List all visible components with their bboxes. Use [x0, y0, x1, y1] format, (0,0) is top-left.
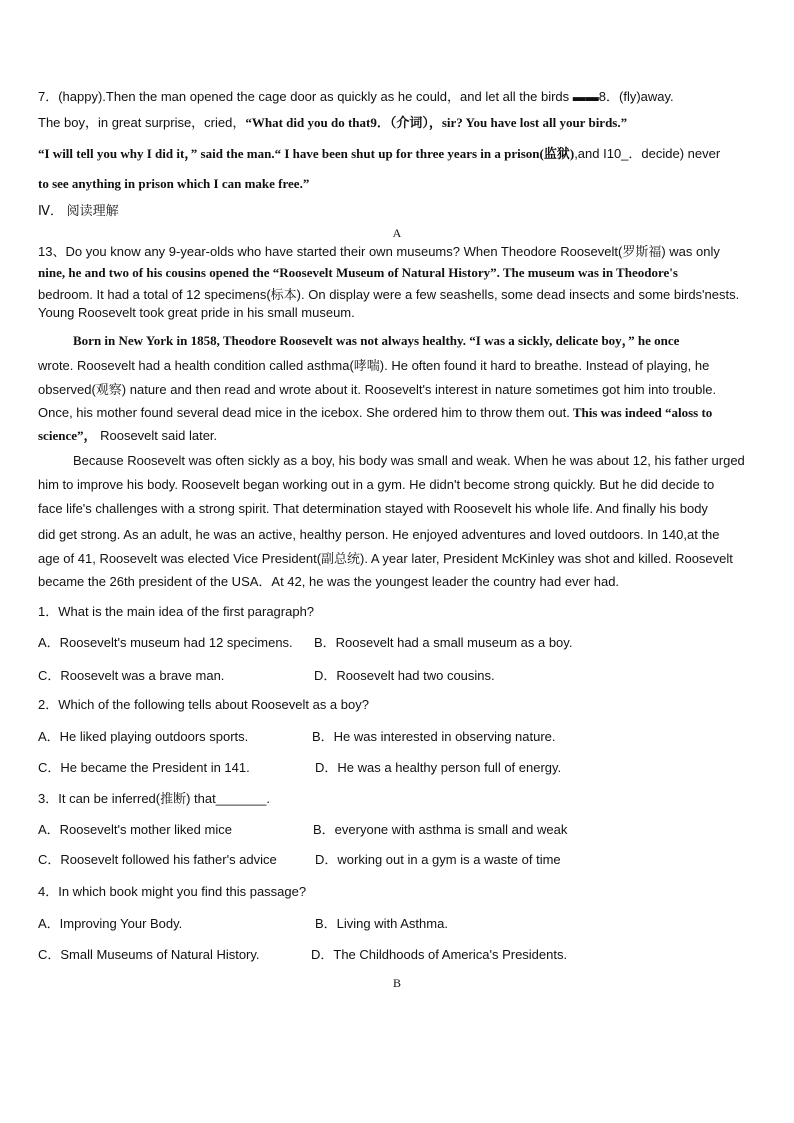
passage-p2-line-5-text: Roosevelt said later. [96, 428, 218, 443]
passage-p1-line-1: 13、Do you know any 9-year-olds who have started their own museums? When Theodore Roosevelt(罗斯福) was only [38, 244, 720, 259]
passage-p2-line-3: observed(观察) nature and then read and wrote about it. Roosevelt's interest in nature sometimes got him into trouble. [38, 382, 717, 397]
passage-p2-line-1: Born in New York in 1858, Theodore Roosevelt was not always healthy. “I was a sickly, delicate boy，” he once [73, 333, 680, 348]
question-3-option-c: C．Roosevelt followed his father's advice [38, 852, 277, 867]
passage-p3-line-1: Because Roosevelt was often sickly as a boy, his body was small and weak. When he was about 12, his father urged [73, 453, 745, 468]
cloze-line-3 [38, 145, 720, 163]
cloze-line-2-quote: “What did you do that9．（介词），sir? You have lost all your birds.” [245, 115, 628, 130]
question-1-stem: 1．What is the main idea of the first paragraph? [38, 604, 315, 619]
question-2-option-d: D．He was a healthy person full of energy. [315, 760, 562, 775]
part-b-label: B [392, 976, 401, 990]
part-a-label: A [392, 226, 402, 240]
question-1-option-d: D．Roosevelt had two cousins. [314, 668, 495, 683]
passage-p2-line-2: wrote. Roosevelt had a health condition called asthma(哮喘). He often found it hard to breathe. Instead of playing, he [38, 358, 710, 373]
passage-p2-line-4-bold: This was indeed “aloss to [569, 405, 713, 420]
cloze-line-3-quote: “I will tell you why I did it，” said the man.“ I have been shut up for three years in a prison(监狱) [38, 146, 575, 161]
question-2-option-a: A．He liked playing outdoors sports. [38, 729, 249, 744]
question-3-stem: 3．It can be inferred(推断) that_______. [38, 791, 270, 806]
passage-p1-line-2: nine, he and two of his cousins opened the “Roosevelt Museum of Natural History”. The museum was in Theodore's [38, 265, 678, 280]
question-3-option-d: D．working out in a gym is a waste of time [315, 852, 561, 867]
question-3-option-a: A．Roosevelt's mother liked mice [38, 822, 232, 837]
passage-p3-line-2: him to improve his body. Roosevelt began working out in a gym. He didn't become strong quickly. But he did decide to [38, 477, 715, 492]
question-3-option-b: B．everyone with asthma is small and weak [313, 822, 568, 837]
passage-p3-line-5: age of 41, Roosevelt was elected Vice President(副总统). A year later, President McKinley was shot and killed. Roosevelt [38, 551, 733, 566]
cloze-line-1: 7．(happy).Then the man opened the cage door as quickly as he could，and let all the birds ▬▬8．(fly)away. [38, 89, 674, 104]
passage-p3-line-4: did get strong. As an adult, he was an active, healthy person. He enjoyed adventures and loved outdoors. In 140,at the [38, 527, 720, 542]
passage-p2-line-5-bold: science”， [38, 428, 97, 443]
question-4-stem: 4．In which book might you find this passage? [38, 884, 307, 899]
question-4-option-b: B．Living with Asthma. [315, 916, 448, 931]
cloze-line-2-text: The boy，in great surprise，cried， [38, 115, 246, 130]
passage-p3-line-3: face life's challenges with a strong spirit. That determination stayed with Roosevelt his whole life. And finally his body [38, 501, 708, 516]
passage-p2-line-5 [38, 427, 217, 445]
passage-p1-line-4: Young Roosevelt took great pride in his small museum. [38, 305, 355, 320]
passage-p1-line-3: bedroom. It had a total of 12 specimens(标本). On display were a few seashells, some dead insects and some birds'nests. [38, 287, 740, 302]
question-4-option-c: C．Small Museums of Natural History. [38, 947, 260, 962]
question-4-option-d: D．The Childhoods of America's Presidents. [311, 947, 568, 962]
question-1-option-c: C．Roosevelt was a brave man. [38, 668, 225, 683]
cloze-line-2 [38, 114, 627, 132]
section-heading: Ⅳ． 阅读理解 [38, 203, 119, 218]
question-2-stem: 2．Which of the following tells about Roosevelt as a boy? [38, 697, 369, 712]
cloze-line-3-tail: ,and I10_．decide) never [574, 146, 721, 161]
question-2-option-c: C．He became the President in 141. [38, 760, 250, 775]
passage-p3-line-6: became the 26th president of the USA．At 42, he was the youngest leader the country had ever had. [38, 574, 620, 589]
question-4-option-a: A．Improving Your Body. [38, 916, 183, 931]
cloze-line-4: to see anything in prison which I can make free.” [38, 176, 310, 191]
passage-p2-line-4 [38, 404, 712, 422]
question-1-option-b: B．Roosevelt had a small museum as a boy. [314, 635, 573, 650]
question-1-option-a: A．Roosevelt's museum had 12 specimens. [38, 635, 293, 650]
question-2-option-b: B．He was interested in observing nature. [312, 729, 556, 744]
passage-p2-line-4-text: Once, his mother found several dead mice in the icebox. She ordered him to throw them out. [38, 405, 570, 420]
